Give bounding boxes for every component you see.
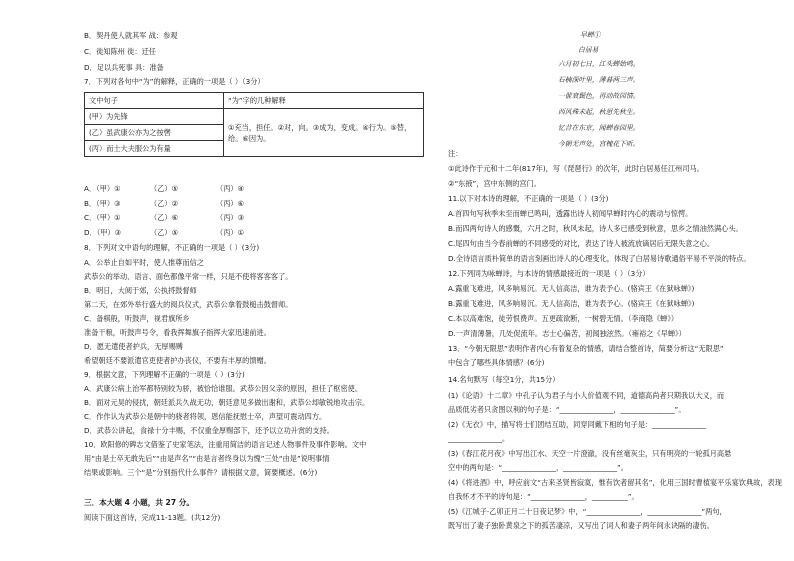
option-col-c: （丙）③ (216, 213, 245, 222)
option-col-a: B．（甲）③ (84, 199, 121, 208)
text-line: 既写出了妻子独卧黄泉之下的孤苦凄凉，又写出了词人和妻子两年间永诀隔的凄伤。 (448, 521, 714, 530)
text-line: B．明日，大阅于郊，公执捋鼓督师 (84, 286, 197, 295)
text-line: C.本以高难饱，徒劳恨费声。五更疏欲断，一树碧无情。（李商隐《蝉》） (448, 314, 679, 323)
text-line: 结果或影响。三个“是”分别指代什么事件？请根据文意，简要概述。(6分) (84, 468, 318, 477)
table-row-yi: (乙）虽武康公亦为之按辔 (85, 125, 224, 141)
text-line: B.露重飞难进，风多响易沉。无人信高洁，谁为表予心。(骆宾王《在狱咏蝉》) (448, 299, 695, 308)
text-line: C．备棋般，听鼓声，视君旗所乡 (84, 314, 190, 323)
poem-author: 白居易 (578, 46, 599, 54)
text-line: C.尾四句由当今春前蝉的不同感受的对比，表达了诗人被流放谪居后无限失意之心。 (448, 239, 715, 248)
text-line: A．武康公病上治军都特别较为骄，被恰恰谁服。武恭公因父亲的原因，担任了枢密使。 (84, 384, 363, 393)
option-col-a: C．（甲）① (84, 213, 121, 222)
text-line: 8．下列对文中语句的理解，不正确的一项是（ ）(3分) (84, 243, 260, 252)
option-col-c: （丙）④ (216, 184, 245, 193)
section-3-instruction: 阅读下面这首诗，完成11-13题。(共12分) (84, 513, 221, 522)
text-line: (1)《论语》十二章》中孔子认为君子与小人价值观不同，道德高尚者只期我以大义，而 (448, 391, 725, 400)
note-line: ②“东掖”，宫中东侧的宫门。 (448, 179, 541, 188)
option-col-b: （乙）⑤ (150, 184, 179, 193)
text-line: 用“由是士卒无敢先后”“由是声名”“由是言者终身以为愧”三处“由是”说明事情 (84, 454, 330, 463)
text-line: C．作作认为武恭公是朝中的骁者将领，恩信能抚慰士卒，声望可震动四方。 (84, 412, 327, 421)
table-definitions: ①充当，担任。②对，向。③成为，变成。④行为。⑤替，给。⑥因为。 (224, 109, 424, 157)
note-line: ①此诗作于元和十二年(817年)，写《琵琶行》的次年，此时白居易任江州司马。 (448, 164, 704, 173)
poem-line: 西风殊未起，秋思先秋生。 (558, 108, 640, 116)
text-line: (4)《将进酒》中，呼应前文“古来圣贤皆寂寞，惟有饮者留其名”，化用三国时曹植宴平乐宴饮典故，表现 (448, 478, 782, 487)
text-line: (2)《无衣》中，描写将士们团结互助，同穿同戴下相的句子是：_______________ (448, 420, 707, 429)
text-line: B．面对元昊的侵扰，朝廷派兵久战无功，朝廷意见多做出谢和，武恭公却敏锐地攻击宗。 (84, 398, 370, 407)
text-line: D．武恭公讲起，食禄十分丰赐，不仅重金厚赐部下，还予以立功升赏的支持。 (84, 426, 334, 435)
option-col-b: （乙）② (150, 199, 179, 208)
text-line: D.全诗语言质朴简单的语言刻画出诗人的心理变化，体现了白居易诗歌通俗平易不平淡的特点。 (448, 254, 751, 263)
note-line: 注： (448, 149, 463, 158)
text-line: 准备干粮，听鼓声号令，看我挥舞旗子指挥大家迅速前进。 (84, 328, 271, 337)
section-3-heading: 三．本大题 4 小题，共 27 分。 (84, 498, 194, 507)
question-table (84, 92, 424, 157)
text-line: 9．根据文意，下列理解不正确的一项是（ ）(3分) (84, 370, 245, 379)
text-line: A.首四句写秋季未至而蝉已鸣叫，透露出诗人初闻早蝉时内心的震动与惊愕。 (448, 209, 693, 218)
poem-line: 一催衰鬓色，再动故园情。 (558, 92, 640, 100)
table-header-sentence: 文中句子 (85, 93, 224, 109)
table-row-jia: (甲）为先锋 (85, 109, 224, 125)
text-line: (3)《春江花月夜》中写出江水、天空一片澄澈，没有丝毫灰尘，只有明亮的一轮孤月高悬 (448, 449, 732, 458)
text-line: 空中的两句是：“_______________，_______________”。 (448, 463, 628, 472)
option-col-a: A．（甲）① (84, 184, 121, 193)
poem-line: 今朝无声处，宫槐花下听。 (558, 140, 640, 148)
text-line: 10．欧阳修的碑志文借鉴了史家笔法，注重用简洁的语言记述人物事件及事件影响。文中 (84, 440, 367, 449)
text-line: D.一声清薄暑，几处促流年。志士心偏苦，初闻独泫然。（雍裕之《早蝉》） (448, 329, 686, 338)
text-line: 14.名句默写（每空1分，共15分） (448, 375, 560, 384)
text-line: 自我怀才不平的诗句是：“_______________，__________”。 (448, 492, 639, 501)
text-line: 13．“今朝无限思”表明作者内心有着复杂的情感，请结合整首诗，简要分析这“无限思” (448, 344, 724, 353)
text-line: C．徙知陈州 徙：迁任 (84, 47, 156, 56)
option-col-c: （丙）⑥ (216, 199, 245, 208)
text-line: A．公举止自如平时，使人推尊而信之 (84, 258, 204, 267)
text-line: 11.以下对本诗的理解，不正确的一项是（ ）(3分) (448, 194, 609, 203)
text-line: 中包含了哪些具体情感？(6分) (448, 358, 545, 367)
option-col-a: D．（甲）③ (84, 228, 122, 237)
text-line: 7．下列对各句中“为”的解释，正确的一项是（ ）（3分） (84, 77, 265, 86)
left-column (84, 0, 424, 561)
right-column (448, 0, 782, 561)
text-line: 12.下列同为咏蝉诗，与本诗的情感最接近的一项是（ ）（3分） (448, 269, 650, 278)
poem-title: 早蝉① (580, 31, 601, 39)
option-col-b: （乙）⑥ (150, 213, 179, 222)
option-col-b: （乙）⑤ (150, 228, 179, 237)
text-line: B．契丹使人就其军 战：参观 (84, 31, 178, 40)
table-row-bing: (丙）而士大夫服公为有量 (85, 141, 224, 157)
text-line: 武恭公的举动、语言、面色都像平常一样，只是不使将客客客了。 (84, 272, 293, 281)
poem-line: 忆昔在东京，闻蝉春园里。 (558, 124, 640, 132)
table-header-meaning: “为”字的几种解释 (224, 93, 424, 109)
text-line: 第二天，在郊外举行盛大的阅兵仪式，武恭公拿着鼓槌击鼓督师。 (84, 300, 293, 309)
text-line: (5)《江城子·乙卯正月二十日夜记梦》中，“_______________，_______________”两句， (448, 507, 727, 516)
text-line: A.露重飞难进，风多响易沉。无人信高洁，谁为表予心。(骆宾王《在狱咏蝉》) (448, 284, 695, 293)
text-line: D．愿无遣使者护兵，无厚赐赙 (84, 342, 183, 351)
text-line: _______________。 (448, 434, 510, 443)
poem-line: 六月初七日，江头蝉始鸣。 (558, 60, 640, 68)
text-line: 品质低劣者只贪图以利的句子是：“_______________，_______________”。 (448, 405, 686, 414)
text-line: 希望朝廷不要派遣官吏使者护办丧仪，不要有丰厚的馈赠。 (84, 356, 271, 365)
text-line: D．足以兵死事 具：准备 (84, 63, 164, 72)
text-line: B.而四两句诗人的感慨，六月之时，秋风未起，诗人多已感受到秋意，思乡之情油然满心头。 (448, 224, 743, 233)
option-col-c: （丙）① (216, 228, 245, 237)
poem-line: 石楠深叶里，薄暮两三声。 (558, 76, 640, 84)
